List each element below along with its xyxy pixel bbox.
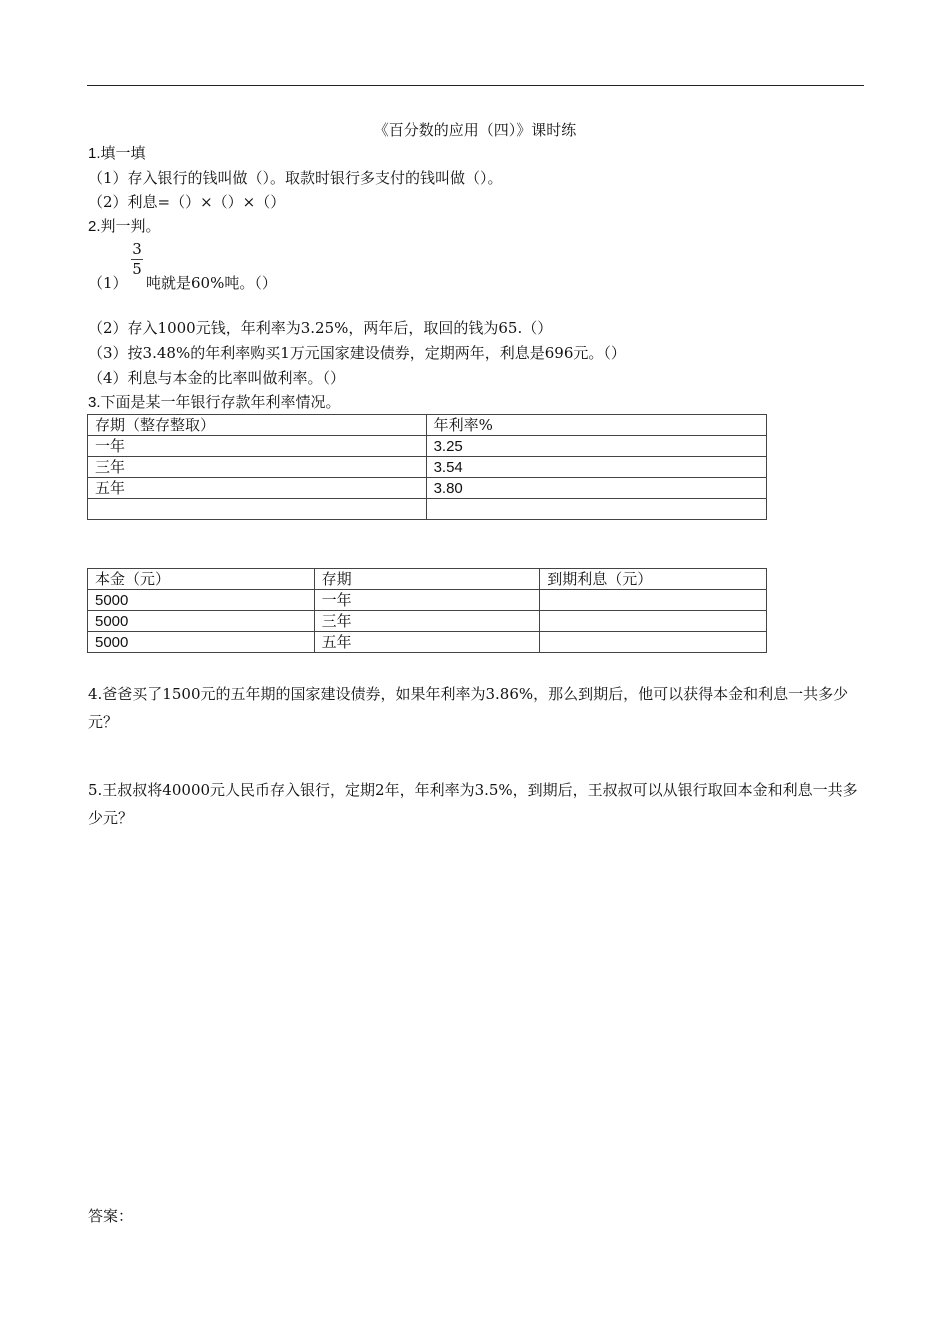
table-cell: 五年: [88, 478, 427, 499]
worksheet-title: 《百分数的应用（四）》课时练: [373, 121, 577, 139]
interest-calculation-table: [87, 568, 767, 653]
q1-item-2: （2）利息=（）×（）×（）: [88, 193, 286, 211]
table-cell: 三年: [314, 611, 540, 632]
table-row: [88, 457, 767, 478]
table-cell: 3.25: [426, 436, 766, 457]
fraction-denominator: 5: [132, 260, 142, 278]
table-cell: 3.80: [426, 478, 766, 499]
fraction-numerator: 3: [132, 240, 142, 258]
q2-item-3: （3）按3.48%的年利率购买1万元国家建设债券，定期两年，利息是696元。（）: [88, 344, 626, 362]
q2-heading: 2.判一判。: [88, 218, 161, 235]
q3-heading: 3.下面是某一年银行存款年利率情况。: [88, 394, 341, 411]
table-row: [88, 611, 767, 632]
table-row: [88, 478, 767, 499]
table-header-row: [88, 569, 767, 590]
table-cell: [540, 590, 767, 611]
table-cell: [426, 499, 766, 520]
table-cell: [540, 611, 767, 632]
answer-label: 答案：: [88, 1207, 134, 1225]
table-row: [88, 632, 767, 653]
table-header-cell: 存期: [314, 569, 540, 590]
header-rule: [87, 85, 864, 86]
table-header-cell: 存期（整存整取）: [88, 415, 427, 436]
table-row: [88, 499, 767, 520]
table-cell: 三年: [88, 457, 427, 478]
q1-item-1: （1）存入银行的钱叫做（）。取款时银行多支付的钱叫做（）。: [88, 169, 503, 187]
table-cell: 5000: [88, 590, 315, 611]
q1-heading: 1.填一填: [88, 145, 146, 162]
table-cell: [540, 632, 767, 653]
table-header-cell: 本金（元）: [88, 569, 315, 590]
table-row: [88, 590, 767, 611]
q2-item-4: （4）利息与本金的比率叫做利率。（）: [88, 369, 346, 387]
table-header-cell: 年利率%: [426, 415, 766, 436]
table-cell: 一年: [314, 590, 540, 611]
q2-item-2: （2）存入1000元钱，年利率为3.25%，两年后，取回的钱为65.（）: [88, 319, 553, 337]
fraction-three-fifths: [131, 241, 143, 278]
q5-problem: 5.王叔叔将40000元人民币存入银行，定期2年，年利率为3.5%，到期后，王叔叔可以从银行取回本金和利息一共多少元？: [88, 781, 858, 827]
table-header-cell: 到期利息（元）: [540, 569, 767, 590]
q4-problem: 4.爸爸买了1500元的五年期的国家建设债券，如果年利率为3.86%，那么到期后，他可以获得本金和利息一共多少元？: [88, 685, 849, 731]
table-header-row: [88, 415, 767, 436]
table-cell: 5000: [88, 632, 315, 653]
table-cell: 五年: [314, 632, 540, 653]
table-cell: 3.54: [426, 457, 766, 478]
q2-item-1-text: 吨就是60%吨。（）: [146, 274, 277, 292]
table-row: [88, 436, 767, 457]
table-cell: 一年: [88, 436, 427, 457]
table-cell: 5000: [88, 611, 315, 632]
table-cell: [88, 499, 427, 520]
interest-rate-table: [87, 414, 767, 520]
q2-item-1-prefix: （1）: [88, 274, 128, 292]
